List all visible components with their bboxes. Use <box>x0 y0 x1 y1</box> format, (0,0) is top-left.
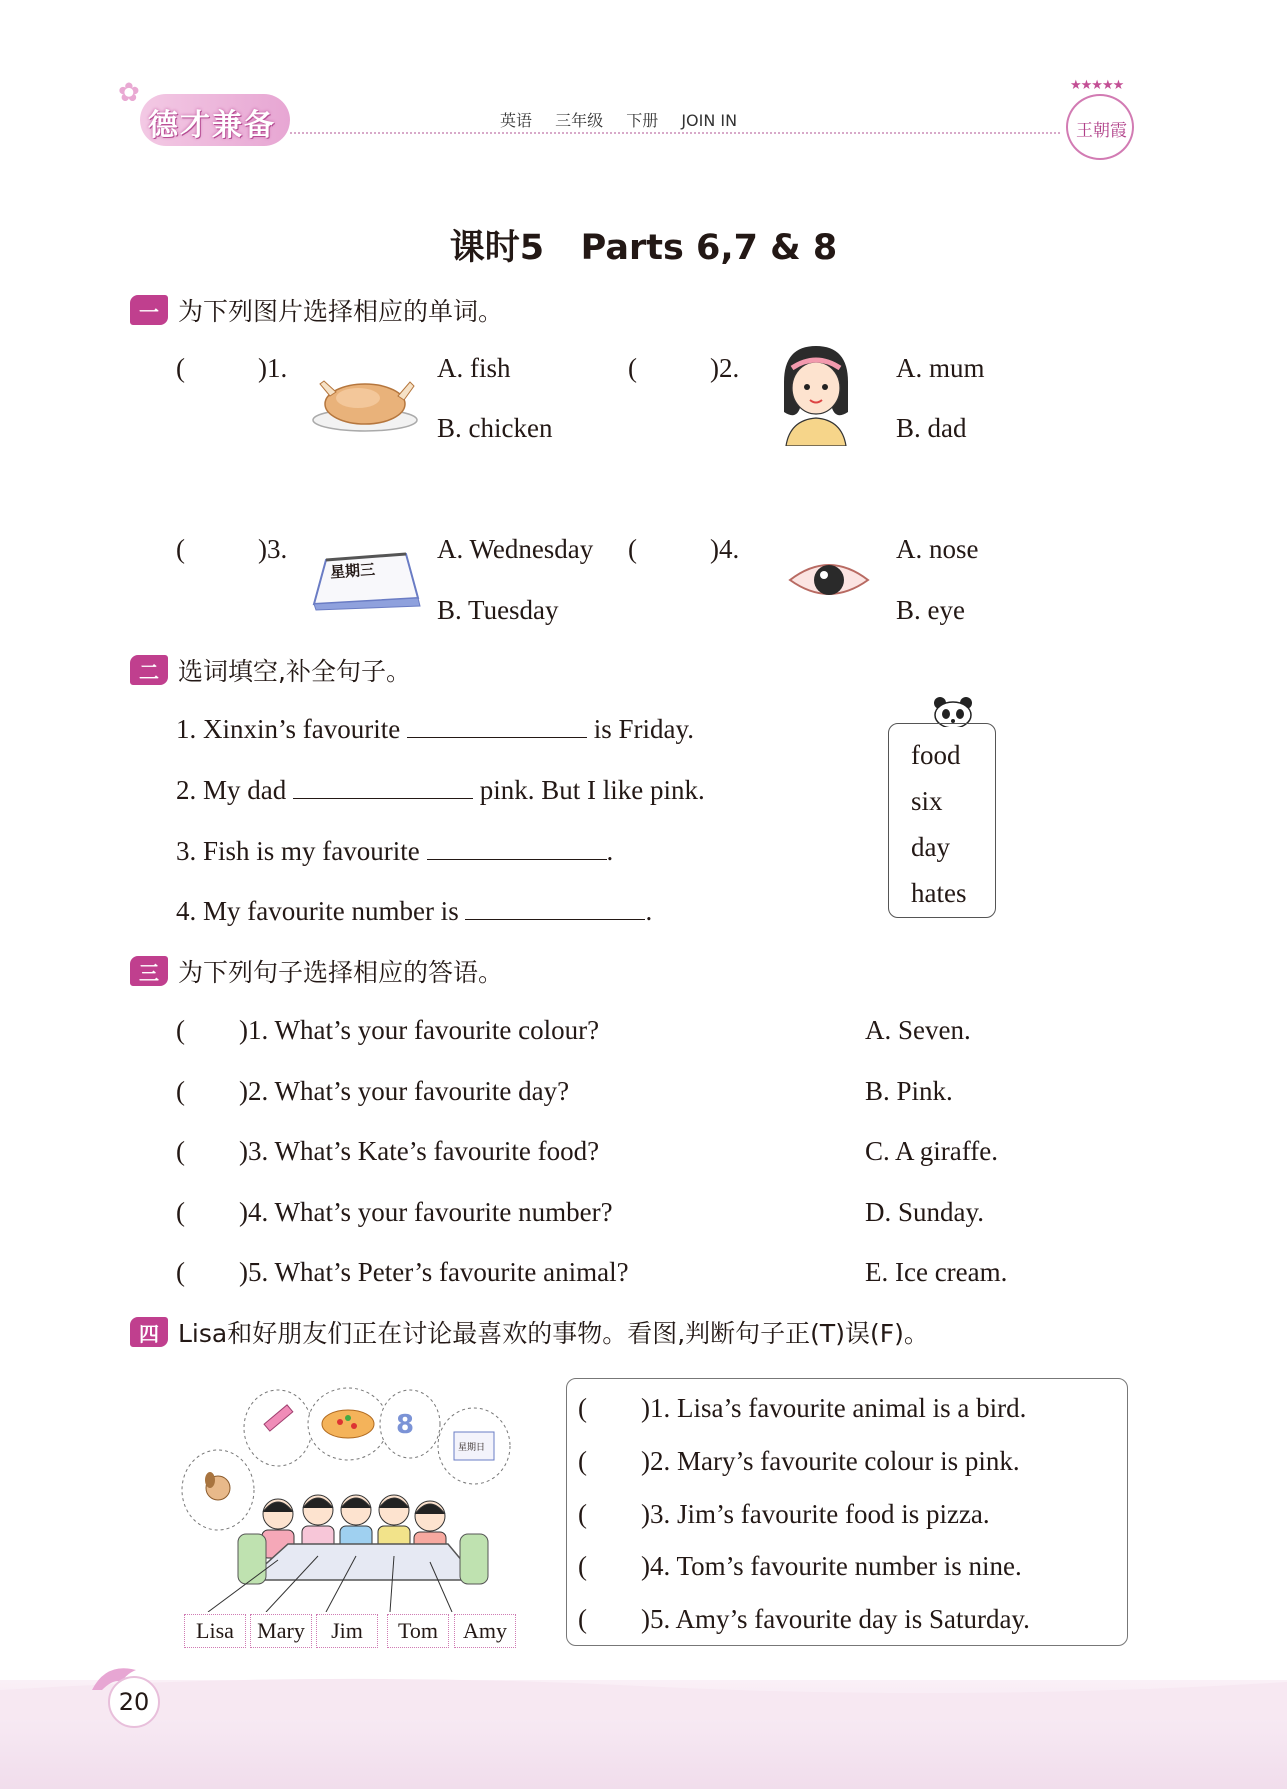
option-b: B. chicken <box>437 413 553 443</box>
question-item: ( )5. What’s Peter’s favourite animal? <box>176 1257 629 1287</box>
answer-paren: ( <box>176 353 185 383</box>
option-a: A. Wednesday <box>437 534 594 564</box>
eye-icon <box>786 556 872 602</box>
answer-paren: ( <box>176 534 185 564</box>
calendar-text: 星期三 <box>329 560 376 582</box>
section-4-header <box>130 1315 929 1349</box>
header-divider <box>290 132 1060 134</box>
name-label: Lisa <box>184 1614 246 1648</box>
word-bank-item: day <box>911 832 950 862</box>
roast-chicken-icon <box>310 362 420 434</box>
fill-sentence-3: 3. Fish is my favourite . <box>176 836 614 866</box>
page-title: 课时5 Parts 6,7 & 8 <box>449 228 838 268</box>
name-label: Amy <box>454 1614 516 1648</box>
bubble-number: 8 <box>396 1410 415 1440</box>
option-a: A. mum <box>896 353 985 383</box>
page-number: 20 <box>108 1676 160 1728</box>
item-number: )2. <box>710 353 740 383</box>
answer-blank[interactable] <box>293 777 473 799</box>
answer-option: C. A giraffe. <box>865 1136 998 1166</box>
header-edition: JOIN IN <box>681 111 738 130</box>
footer-wave <box>0 1660 1287 1720</box>
question-item: ( )2. What’s your favourite day? <box>176 1076 570 1106</box>
publisher-stamp <box>1062 78 1140 162</box>
header-volume: 下册 <box>626 111 659 130</box>
fill-sentence-1: 1. Xinxin’s favourite is Friday. <box>176 714 694 744</box>
tf-statement: ( )2. Mary’s favourite colour is pink. <box>578 1446 1020 1476</box>
friends-illustration <box>178 1384 518 1612</box>
item-number: )4. <box>710 534 740 564</box>
section-1-heading: 为下列图片选择相应的单词。 <box>178 297 504 326</box>
header-info <box>500 108 755 131</box>
section-2-header <box>130 653 411 687</box>
section-1-number: 一 <box>130 295 168 325</box>
word-bank-item: hates <box>911 878 967 908</box>
name-label: Tom <box>387 1614 449 1648</box>
section-3-header <box>130 954 503 988</box>
tf-statement: ( )3. Jim’s favourite food is pizza. <box>578 1499 990 1529</box>
stamp-name: 王朝霞 <box>1076 121 1127 141</box>
section-2-heading: 选词填空,补全句子。 <box>178 657 411 686</box>
answer-option: D. Sunday. <box>865 1197 984 1227</box>
logo <box>118 78 298 150</box>
tf-statement: ( )4. Tom’s favourite number is nine. <box>578 1551 1022 1581</box>
answer-option: E. Ice cream. <box>865 1257 1008 1287</box>
answer-paren: ( <box>628 353 637 383</box>
tf-statement: ( )5. Amy’s favourite day is Saturday. <box>578 1604 1030 1634</box>
answer-blank[interactable] <box>465 898 645 920</box>
bubble-calendar-text: 星期日 <box>458 1443 486 1453</box>
question-item: ( )3. What’s Kate’s favourite food? <box>176 1136 600 1166</box>
option-b: B. Tuesday <box>437 595 559 625</box>
logo-text: 德才兼备 <box>148 108 276 143</box>
answer-paren: ( <box>628 534 637 564</box>
section-3-number: 三 <box>130 956 168 986</box>
item-number: )3. <box>258 534 288 564</box>
header-subject: 英语 <box>500 111 533 130</box>
section-1-header <box>130 293 503 327</box>
fill-sentence-4: 4. My favourite number is . <box>176 896 653 926</box>
item-number: )1. <box>258 353 288 383</box>
palm-icon: ✿ <box>118 78 140 108</box>
girl-icon <box>776 342 856 446</box>
section-2-number: 二 <box>130 655 168 685</box>
section-4-heading: Lisa和好朋友们正在讨论最喜欢的事物。看图,判断句子正(T)误(F)。 <box>178 1319 929 1348</box>
section-3-heading: 为下列句子选择相应的答语。 <box>178 958 504 987</box>
option-a: A. fish <box>437 353 511 383</box>
answer-option: A. Seven. <box>865 1015 971 1045</box>
name-label: Jim <box>316 1614 378 1648</box>
option-b: B. eye <box>896 595 965 625</box>
answer-blank[interactable] <box>427 838 607 860</box>
answer-option: B. Pink. <box>865 1076 953 1106</box>
question-item: ( )1. What’s your favourite colour? <box>176 1015 600 1045</box>
name-label: Mary <box>250 1614 312 1648</box>
option-a: A. nose <box>896 534 979 564</box>
section-4-number: 四 <box>130 1317 168 1347</box>
header-grade: 三年级 <box>555 111 604 130</box>
option-b: B. dad <box>896 413 967 443</box>
tf-statement: ( )1. Lisa’s favourite animal is a bird. <box>578 1393 1027 1423</box>
word-bank-item: six <box>911 786 943 816</box>
answer-blank[interactable] <box>407 716 587 738</box>
word-bank <box>888 723 996 918</box>
word-bank-item: food <box>911 740 961 770</box>
stars-icon: ★★★★★ <box>1070 78 1124 93</box>
question-item: ( )4. What’s your favourite number? <box>176 1197 613 1227</box>
fill-sentence-2: 2. My dad pink. But I like pink. <box>176 775 705 805</box>
